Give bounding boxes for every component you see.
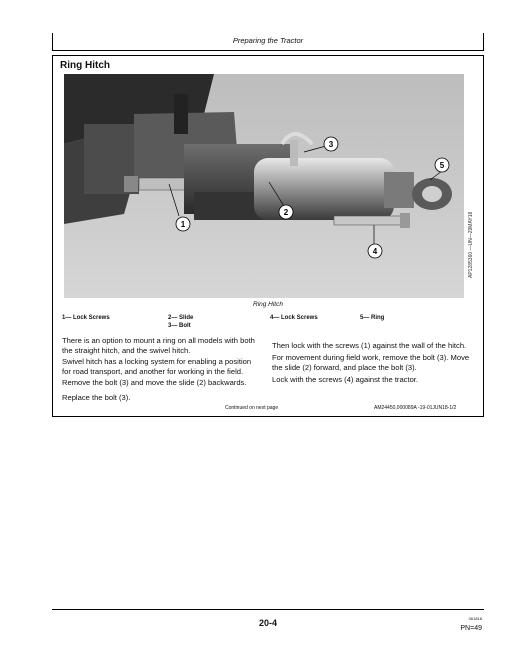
ring-eye-hole (422, 186, 442, 202)
figure-code: AP1285360 —UN—29MAY18 (468, 211, 474, 278)
running-header (52, 33, 484, 51)
svg-text:1: 1 (180, 220, 186, 229)
callout-2 (279, 205, 293, 219)
legend-item-1: 1— Lock Screws (62, 315, 110, 321)
body-right-para-1: Then lock with the screws (1) against the wall of the hitch. (272, 341, 467, 350)
body-left-para-2: Swivel hitch has a locking system for enabling a position for road transport, and another for working in the field. (62, 357, 252, 376)
page-number: 20-4 (258, 618, 277, 628)
legend-item-5: 5— Ring (360, 315, 385, 321)
legend-col-1 (62, 314, 110, 322)
legend-col-2 (168, 314, 193, 330)
svg-text:5: 5 (439, 161, 445, 170)
legend-col-3 (270, 314, 318, 322)
header-title: Preparing the Tractor (232, 36, 304, 45)
callout-3 (324, 137, 338, 151)
footer-rule (52, 609, 484, 610)
lock-screw-nut (124, 176, 138, 192)
document-id: AM24450,000089A -19-01JUN18-1/2 (374, 405, 457, 411)
ring-cylinder (254, 158, 394, 220)
hitch-pin (174, 94, 188, 134)
bolt (290, 140, 298, 166)
callout-1 (176, 217, 190, 231)
legend-item-3: 3— Bolt (168, 323, 191, 329)
body-left-para-3: Remove the bolt (3) and move the slide (2) backwards. (62, 378, 247, 387)
lock-screw-1 (139, 178, 189, 190)
callout-4 (368, 244, 382, 258)
legend-item-2: 2— Slide (168, 315, 194, 321)
svg-text:2: 2 (283, 208, 289, 217)
figure-caption: Ring Hitch (253, 301, 283, 308)
section-title: Ring Hitch (60, 60, 110, 71)
body-left-para-1: There is an option to mount a ring on all models with both the straight hitch, and the swivel hitch. (62, 336, 255, 355)
print-stamp: 061818 (468, 616, 482, 621)
legend-col-4 (360, 314, 384, 322)
legend-item-4: 4— Lock Screws (270, 315, 318, 321)
ring-hitch-photo (64, 74, 464, 298)
hitch-illustration (64, 74, 464, 298)
body-left-para-4: Replace the bolt (3). (62, 393, 131, 402)
ring-neck (384, 172, 414, 208)
callout-5 (435, 158, 449, 172)
svg-text:4: 4 (372, 247, 378, 256)
body-right-para-2: For movement during field work, remove the bolt (3). Move the slide (2) forward, and place the bolt (3). (272, 353, 470, 372)
svg-text:3: 3 (328, 140, 334, 149)
body-right-para-3: Lock with the screws (4) against the tractor. (272, 375, 419, 384)
lock-screw-4 (334, 216, 404, 225)
lock-screw-4-nut (400, 213, 410, 228)
pn-number: PN=49 (460, 625, 482, 632)
continued-note: Continued on next page (225, 405, 279, 411)
